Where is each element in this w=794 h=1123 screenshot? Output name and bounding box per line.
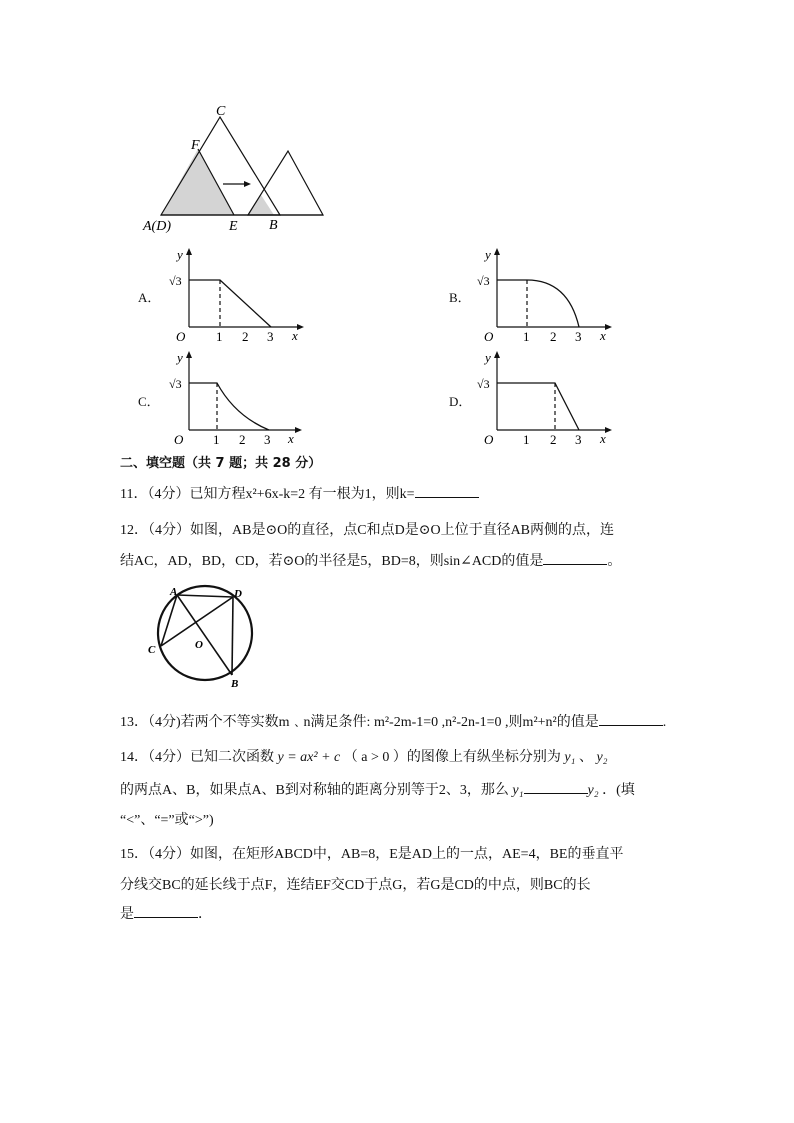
section-heading: 二、填空题（共 7 题；共 28 分）: [120, 456, 322, 471]
svg-text:A: A: [170, 586, 178, 598]
question-15-line3: 是 ．: [120, 903, 212, 923]
question-12-line2: 结AC，AD，BD，CD，若⊙O的半径是5，BD=8，则sin∠ACD的值是 。: [120, 550, 621, 570]
svg-text:3: 3: [575, 432, 582, 447]
svg-text:y: y: [177, 247, 183, 262]
svg-text:B: B: [231, 678, 239, 690]
question-13: 13．（4分)若两个不等实数m﹑n满足条件: m²-2m-1=0 ,n²-2n-1=0 ,则m²+n²的值是 .: [120, 711, 666, 731]
triangle-translation-figure: [130, 95, 340, 240]
question-14-line3: “<”、“=”或“>”): [120, 813, 214, 828]
svg-text:x: x: [288, 431, 294, 446]
option-d-label: D．: [449, 394, 472, 409]
svg-text:O: O: [176, 329, 186, 344]
shaded-triangle-left: [161, 149, 234, 215]
option-d-graph: [476, 348, 616, 448]
option-b-label: B．: [449, 290, 471, 305]
svg-text:√3: √3: [169, 274, 182, 288]
svg-text:√3: √3: [477, 377, 490, 391]
svg-text:1: 1: [523, 329, 530, 344]
question-15-line1: 15．（4分）如图，在矩形ABCD中，AB=8，E是AD上的一点，AE=4，BE的垂直平: [120, 847, 624, 862]
question-11: 11．（4分）已知方程x²+6x-k=2 有一根为1，则k=: [120, 483, 479, 503]
question-12-line1: 12．（4分）如图，AB是⊙O的直径，点C和点D是⊙O上位于直径AB两侧的点，连: [120, 523, 615, 538]
svg-text:√3: √3: [169, 377, 182, 391]
svg-text:O: O: [195, 639, 203, 651]
question-15-line2: 分线交BC的延长线于点F，连结EF交CD于点G，若G是CD的中点，则BC的长: [120, 878, 591, 893]
label-f: F: [191, 138, 200, 153]
option-a-graph: [168, 245, 308, 345]
svg-text:y: y: [485, 247, 491, 262]
question-14-line2: 的两点A、B，如果点A、B到对称轴的距离分别等于2、3，那么 y₁ y₂ ．(填: [120, 779, 635, 799]
answer-blank-12[interactable]: [543, 550, 607, 565]
svg-text:3: 3: [575, 329, 582, 344]
svg-text:x: x: [600, 431, 606, 446]
label-b: B: [269, 218, 278, 233]
svg-text:√3: √3: [477, 274, 490, 288]
svg-text:y: y: [177, 350, 183, 365]
label-e: E: [229, 219, 238, 234]
svg-text:1: 1: [216, 329, 223, 344]
answer-blank-14[interactable]: [524, 779, 588, 794]
svg-text:2: 2: [550, 329, 557, 344]
circle-figure: [140, 578, 265, 693]
question-14-line1: 14．（4分）已知二次函数 y = ax² + c （ a > 0 ）的图像上有纵坐标分别为 y₁ 、 y₂: [120, 750, 608, 765]
svg-text:x: x: [292, 328, 298, 343]
svg-text:1: 1: [213, 432, 220, 447]
answer-blank-13[interactable]: [599, 711, 663, 726]
formula: y = ax² + c: [277, 750, 341, 765]
option-b-graph: [476, 245, 616, 345]
svg-text:3: 3: [264, 432, 271, 447]
svg-text:O: O: [174, 432, 184, 447]
answer-blank-11[interactable]: [415, 483, 479, 498]
svg-text:2: 2: [242, 329, 249, 344]
option-a-label: A．: [138, 290, 161, 305]
svg-text:x: x: [600, 328, 606, 343]
svg-text:1: 1: [523, 432, 530, 447]
label-c: C: [216, 104, 226, 119]
svg-text:2: 2: [239, 432, 246, 447]
svg-text:C: C: [148, 644, 156, 656]
svg-text:D: D: [234, 588, 242, 600]
svg-text:y: y: [485, 350, 491, 365]
label-ad: A(D): [143, 219, 171, 234]
svg-text:O: O: [484, 432, 494, 447]
svg-text:2: 2: [550, 432, 557, 447]
svg-text:O: O: [484, 329, 494, 344]
answer-blank-15[interactable]: [134, 903, 198, 918]
svg-text:3: 3: [267, 329, 274, 344]
option-c-label: C．: [138, 394, 160, 409]
option-c-graph: [168, 348, 308, 448]
